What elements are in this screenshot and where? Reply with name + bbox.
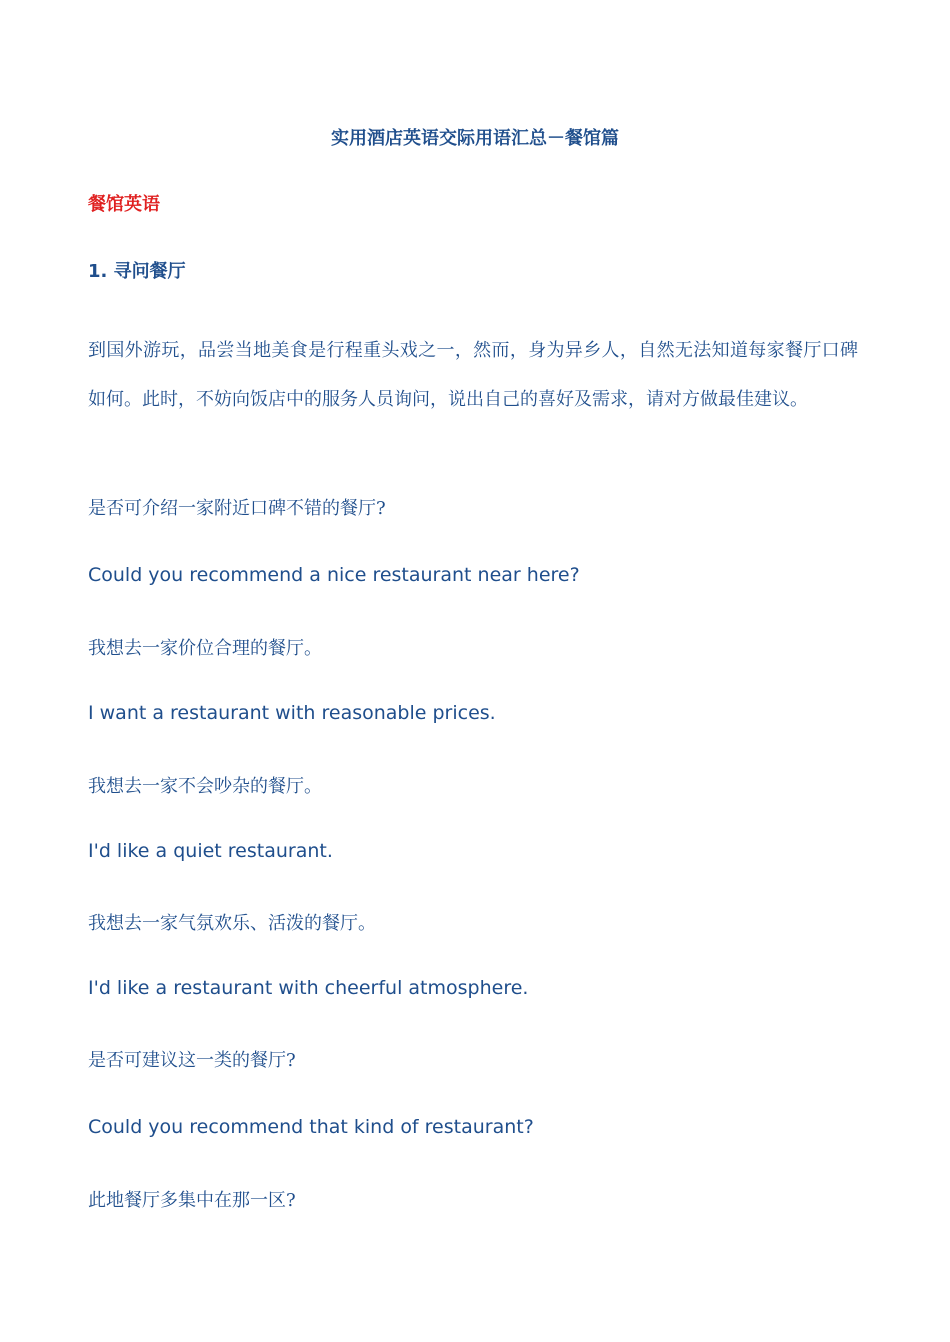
phrase-en: Could you recommend that kind of restaurant? xyxy=(88,1116,534,1138)
document-title: 实用酒店英语交际用语汇总－餐馆篇 xyxy=(331,128,619,149)
phrase-zh: 此地餐厅多集中在那一区? xyxy=(88,1190,296,1211)
section-heading: 餐馆英语 xyxy=(88,194,160,215)
subheading: 1. 寻问餐厅 xyxy=(88,261,186,282)
phrase-zh: 是否可介绍一家附近口碑不错的餐厅? xyxy=(88,498,386,519)
phrase-zh: 我想去一家价位合理的餐厅。 xyxy=(88,638,322,659)
phrase-zh: 我想去一家气氛欢乐、活泼的餐厅。 xyxy=(88,913,376,934)
intro-paragraph: 到国外游玩，品尝当地美食是行程重头戏之一，然而，身为异乡人，自然无法知道每家餐厅口碑如何。此时，不妨向饭店中的服务人员询问，说出自己的喜好及需求，请对方做最佳建议。 xyxy=(88,340,858,410)
phrase-en: I'd like a restaurant with cheerful atmosphere. xyxy=(88,977,529,999)
phrase-zh: 我想去一家不会吵杂的餐厅。 xyxy=(88,776,322,797)
phrase-zh: 是否可建议这一类的餐厅? xyxy=(88,1050,296,1071)
phrase-en: Could you recommend a nice restaurant near here? xyxy=(88,564,580,586)
phrase-en: I want a restaurant with reasonable prices. xyxy=(88,702,496,724)
phrase-en: I'd like a quiet restaurant. xyxy=(88,840,333,862)
